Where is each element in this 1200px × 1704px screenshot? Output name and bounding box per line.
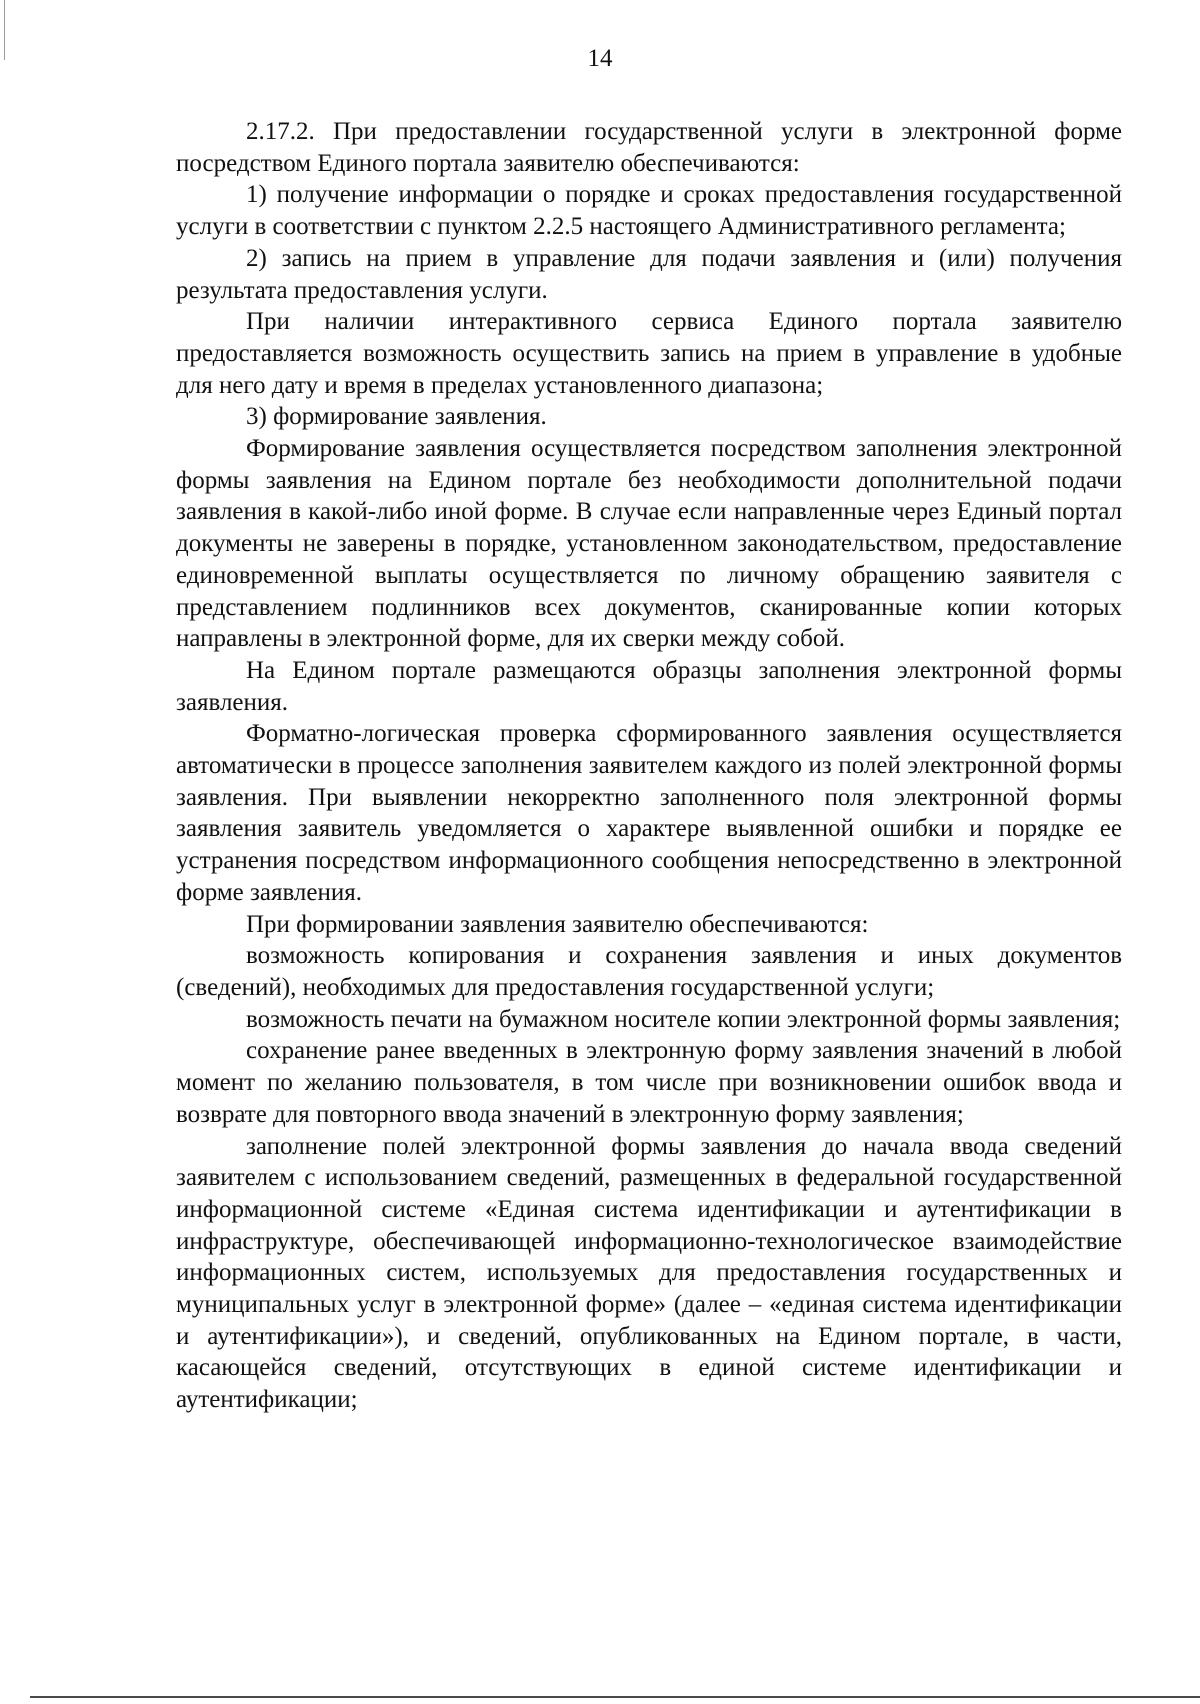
paragraph: заполнение полей электронной формы заявления до начала ввода сведений заявителем с использованием сведений, размещенных в федеральной государственной информационной системе «Единая система идентификации и аутентификации в инфраструктуре, обеспечивающей информационно-технологическое взаимодействие информационных систем, используемых для предоставления государственных и муниципальных услуг в электронной форме» (далее – «единая система идентификации и аутентификации»), и сведений, опубликованных на Едином портале, в части, касающейся сведений, отсутствующих в единой системе идентификации и аутентификации; [176,1132,1122,1414]
paragraph: Формирование заявления осуществляется посредством заполнения электронной формы заявления на Едином портале без необходимости дополнительной подачи заявления в какой-либо иной форме. В случае если направленные через Единый портал документы не заверены в порядке, установленном законодательством, предоставление единовременной выплаты осуществляется по личному обращению заявителя с представлением подлинников всех документов, сканированные копии которых направлены в электронной форме, для их сверки между собой. [176,435,1122,653]
paragraph: возможность печати на бумажном носителе копии электронной формы заявления; [246,1005,1121,1033]
paragraph: Форматно-логическая проверка сформированного заявления осуществляется автоматически в процессе заполнения заявителем каждого из полей электронной формы заявления. При выявлении некорректно заполненного поля электронной формы заявления заявитель уведомляется о характере выявленной ошибки и порядке ее устранения посредством информационного сообщения непосредственно в электронной форме заявления. [176,720,1122,906]
paragraph: При наличии интерактивного сервиса Единого портала заявителю предоставляется возможность осуществить запись на прием в управление в удобные для него дату и время в пределах установленного диапазона; [176,308,1122,399]
body-text [176,116,1122,1416]
paragraph: сохранение ранее введенных в электронную форму заявления значений в любой момент по желанию пользователя, в том числе при возникновении ошибок ввода и возврате для повторного ввода значений в электронную форму заявления; [176,1037,1122,1128]
scan-bottom-line [30,1696,1200,1698]
paragraph: 1) получение информации о порядке и сроках предоставления государственной услуги в соответствии с пунктом 2.2.5 настоящего Административного регламента; [176,181,1122,241]
page-number: 14 [587,45,613,72]
paragraph: 2.17.2. При предоставлении государственной услуги в электронной форме посредством Единого портала заявителю обеспечиваются: [176,118,1122,177]
paragraph: возможность копирования и сохранения заявления и иных документов (сведений), необходимых для предоставления государственной услуги; [176,942,1122,1001]
paragraph: На Едином портале размещаются образцы заполнения электронной формы заявления. [176,656,1122,716]
paragraph: При формировании заявления заявителю обеспечиваются: [246,910,869,938]
paragraph: 2) запись на прием в управление для подачи заявления и (или) получения результата предоставления услуги. [176,244,1122,304]
paragraph: 3) формирование заявления. [246,403,547,431]
